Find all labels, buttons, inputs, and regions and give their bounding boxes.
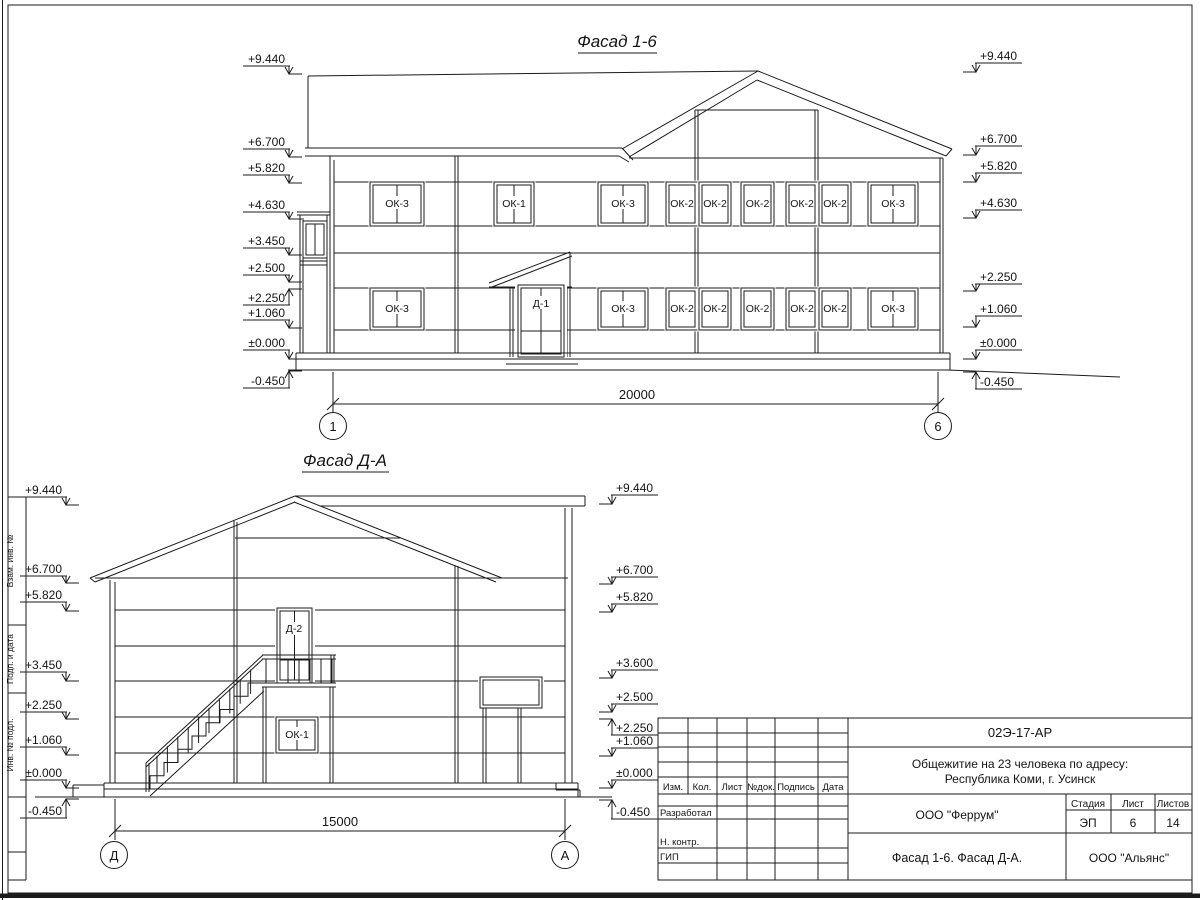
stamp-designer-org: ООО "Феррум" (915, 808, 999, 822)
elevation-mark (599, 481, 658, 504)
stamp-drawing-title: Фасад 1-6. Фасад Д-А. (891, 851, 1023, 865)
facade-1-6-plinth (288, 353, 1120, 377)
window-ОК-2 (698, 181, 733, 228)
stair-pavement (73, 785, 104, 797)
axis-bubble-1 (320, 413, 347, 440)
elevation-mark (599, 734, 658, 756)
elevation-mark (243, 198, 302, 219)
drawing-text: ОК-2 (823, 303, 847, 315)
drawing-text: +5.820 (24, 588, 62, 602)
stamp-col-izm: Изм. (662, 782, 684, 793)
elevation-mark (963, 372, 1022, 389)
stair-door-d2 (275, 606, 315, 684)
window-ОК-3 (597, 181, 650, 228)
window-ОК-2 (818, 287, 853, 332)
stair-newel-post (146, 763, 149, 792)
drawing-text: ОК-2 (745, 198, 770, 210)
drawing-text: +2.250 (980, 270, 1018, 284)
elevation-mark (963, 196, 1022, 218)
elevation-mark (599, 719, 658, 735)
facade-d-a-elevation-marks-left (20, 483, 79, 818)
drawing-text: ОК-3 (881, 303, 905, 315)
drawing-text: +1.060 (616, 734, 654, 748)
facade-d-a-window (275, 716, 320, 755)
facade-1-6-elevation-marks-left (243, 52, 302, 388)
facade-1-6-dimension (327, 372, 944, 412)
elevation-mark (243, 52, 302, 74)
door-label: Д-2 (285, 623, 303, 635)
entrance-door-d1 (489, 252, 578, 364)
drawing-text: +6.700 (24, 562, 62, 576)
drawing-text: ±0.000 (25, 766, 62, 780)
stamp-stage-value: ЭП (1079, 816, 1097, 830)
door-label: Д-1 (532, 298, 550, 310)
drawing-text: ОК-2 (790, 303, 814, 315)
elevation-mark (20, 766, 79, 788)
porch-steps (523, 783, 580, 797)
drawing-text: +2.500 (247, 261, 285, 275)
elevation-mark (963, 302, 1022, 327)
dimension-value: 20000 (618, 387, 656, 402)
stamp-row-gip: ГИП (660, 852, 679, 863)
elevation-mark (963, 270, 1022, 291)
drawing-text: ОК-2 (670, 303, 694, 315)
margin-label: Взам. инв. № (5, 534, 15, 588)
window-ОК-3 (369, 181, 426, 228)
drawing-text: ±0.000 (616, 766, 653, 780)
elevation-mark (243, 289, 302, 305)
stamp-row-ncontrol: Н. контр. (660, 837, 700, 848)
facade-1-6-axes (320, 413, 952, 440)
stamp-col-list: Лист (721, 782, 743, 793)
drawing-text: А (560, 848, 570, 863)
drawing-text: ОК-3 (385, 303, 409, 315)
drawing-text: ОК-3 (611, 303, 635, 315)
elevation-mark (243, 336, 302, 359)
drawing-text: +6.700 (616, 563, 654, 577)
elevation-mark (20, 733, 79, 755)
elevation-mark (599, 563, 658, 584)
drawing-text: +2.250 (247, 291, 285, 305)
margin-label: Инв. № подл. (5, 718, 15, 772)
elevation-mark (20, 588, 79, 611)
stamp-row-developed: Разработал (660, 808, 712, 819)
drawing-text: +3.450 (24, 658, 62, 672)
drawing-text: -0.450 (616, 805, 651, 819)
axis-bubble-Д (101, 842, 128, 869)
stamp-doc-code: 02Э-17-АР (987, 725, 1053, 740)
drawing-text: +9.440 (24, 483, 62, 497)
window-ОК-3 (369, 287, 426, 332)
facade-d-a (20, 451, 658, 869)
drawing-text: ОК-2 (703, 198, 727, 210)
facade-d-a-title: Фасад Д-А (302, 451, 388, 470)
elevation-mark (243, 135, 302, 157)
drawing-text: ОК-2 (703, 303, 727, 315)
window-ОК-3 (867, 287, 920, 332)
window-ОК-2 (665, 287, 700, 332)
facade-d-a-plinth (35, 783, 612, 797)
drawing-text: +3.450 (247, 234, 285, 248)
stamp-contractor-org: ООО "Альянс" (1088, 851, 1170, 865)
elevation-mark (20, 562, 79, 583)
stamp-col-data: Дата (822, 782, 844, 793)
drawing-text: +9.440 (616, 481, 654, 495)
drawing-text: +3.600 (616, 656, 654, 670)
stamp-sheet-value: 6 (1129, 816, 1137, 830)
stamp-sheets-value: 14 (1166, 816, 1180, 830)
drawing-text: ±0.000 (980, 336, 1017, 350)
stamp-col-podpis: Подпись (777, 782, 815, 793)
drawing-text: +5.820 (980, 159, 1018, 173)
drawing-text: 1 (329, 419, 337, 434)
window-ОК-1 (275, 716, 320, 755)
drawing-text: +5.820 (247, 161, 285, 175)
elevation-mark (243, 371, 302, 388)
drawing-text: ОК-1 (285, 729, 309, 741)
facade-1-6-title: Фасад 1-6 (577, 32, 657, 51)
window-ОК-3 (867, 181, 920, 228)
margin-label: Подп. и дата (5, 633, 15, 685)
stamp-sheet-label: Лист (1122, 799, 1144, 810)
elevation-mark (243, 261, 302, 282)
drawing-text: ОК-3 (881, 198, 905, 210)
drawing-text: ОК-2 (790, 198, 814, 210)
facade-1-6 (243, 32, 1120, 440)
drawing-text: ОК-2 (823, 198, 847, 210)
door-canopy (489, 252, 572, 287)
facade-1-6-windows (369, 181, 920, 332)
drawing-text: +4.630 (247, 198, 285, 212)
stamp-col-kol: Кол. (692, 782, 712, 793)
stamp-project-line1: Общежитие на 23 человека по адресу: (911, 757, 1129, 771)
drawing-text: +6.700 (247, 135, 285, 149)
drawing-text: -0.450 (980, 375, 1015, 389)
title-block (658, 718, 1192, 880)
drawing-text: +2.250 (616, 721, 654, 735)
dimension-value: 15000 (321, 814, 359, 829)
drawing-text: +9.440 (980, 49, 1018, 63)
window-ОК-2 (818, 181, 853, 228)
drawing-text: ОК-3 (385, 198, 409, 210)
facade-1-6-elevation-marks-right (963, 49, 1022, 389)
elevation-mark (599, 590, 658, 612)
elevation-mark (243, 306, 302, 328)
drawing-text: +1.060 (980, 302, 1018, 316)
drawing-text: +1.060 (247, 306, 285, 320)
drawing-text: +5.820 (616, 590, 654, 604)
drawing-text: +2.250 (24, 698, 62, 712)
window-ОК-1 (493, 181, 536, 228)
elevation-mark (243, 161, 302, 183)
stair-handrail (146, 655, 263, 767)
facade-d-a-elevation-marks-right (599, 481, 658, 819)
drawing-text: +4.630 (980, 196, 1018, 210)
drawing-text: +9.440 (247, 52, 285, 66)
elevation-mark (20, 799, 79, 818)
elevation-mark (963, 159, 1022, 182)
axis-bubble-А (552, 842, 579, 869)
drawing-text: ОК-2 (670, 198, 694, 210)
facade-d-a-walls (110, 508, 572, 783)
window-ОК-2 (698, 287, 733, 332)
stamp-project-line2: Республика Коми, г. Усинск (944, 772, 1096, 786)
drawing-text: Д (109, 848, 119, 863)
drawing-text: -0.450 (250, 374, 285, 388)
elevation-mark (963, 132, 1022, 155)
drawing-text: +2.500 (616, 690, 654, 704)
drawing-text: +6.700 (980, 132, 1018, 146)
stamp-stage-label: Стадия (1070, 799, 1106, 810)
elevation-mark (20, 658, 79, 681)
facade-d-a-axes (101, 842, 579, 869)
drawing-text: ОК-3 (611, 198, 635, 210)
door-porch-slab (506, 359, 578, 364)
elevation-mark (20, 483, 79, 505)
axis-bubble-6 (925, 413, 952, 440)
elevation-mark (963, 336, 1022, 359)
elevation-mark (243, 234, 302, 255)
elevation-mark (20, 698, 79, 719)
facade-1-6-roof (305, 71, 952, 162)
drawing-text: 6 (934, 419, 942, 434)
drawing-text: ±0.000 (248, 336, 285, 350)
elevation-mark (599, 766, 658, 788)
window-ОК-2 (740, 287, 776, 332)
window-ОК-2 (665, 181, 700, 228)
drawing-text: -0.450 (27, 804, 62, 818)
elevation-mark (963, 49, 1022, 72)
facade-d-a-dimension (109, 799, 571, 840)
drawing-text: ОК-1 (502, 198, 526, 210)
elevation-mark (599, 656, 658, 678)
window-ОК-2 (785, 181, 820, 228)
window-ОК-2 (740, 181, 776, 228)
stamp-sheets-label: Листов (1156, 799, 1190, 810)
elevation-mark (599, 690, 658, 712)
window-ОК-3 (597, 287, 650, 332)
window-ОК-2 (785, 287, 820, 332)
elevation-mark (599, 800, 658, 819)
porch-posts (483, 708, 521, 783)
stamp-col-doc: №док. (747, 782, 775, 793)
drawing-text: ОК-2 (745, 303, 770, 315)
drawing-text: +1.060 (24, 733, 62, 747)
facade-d-a-roof (90, 496, 585, 582)
